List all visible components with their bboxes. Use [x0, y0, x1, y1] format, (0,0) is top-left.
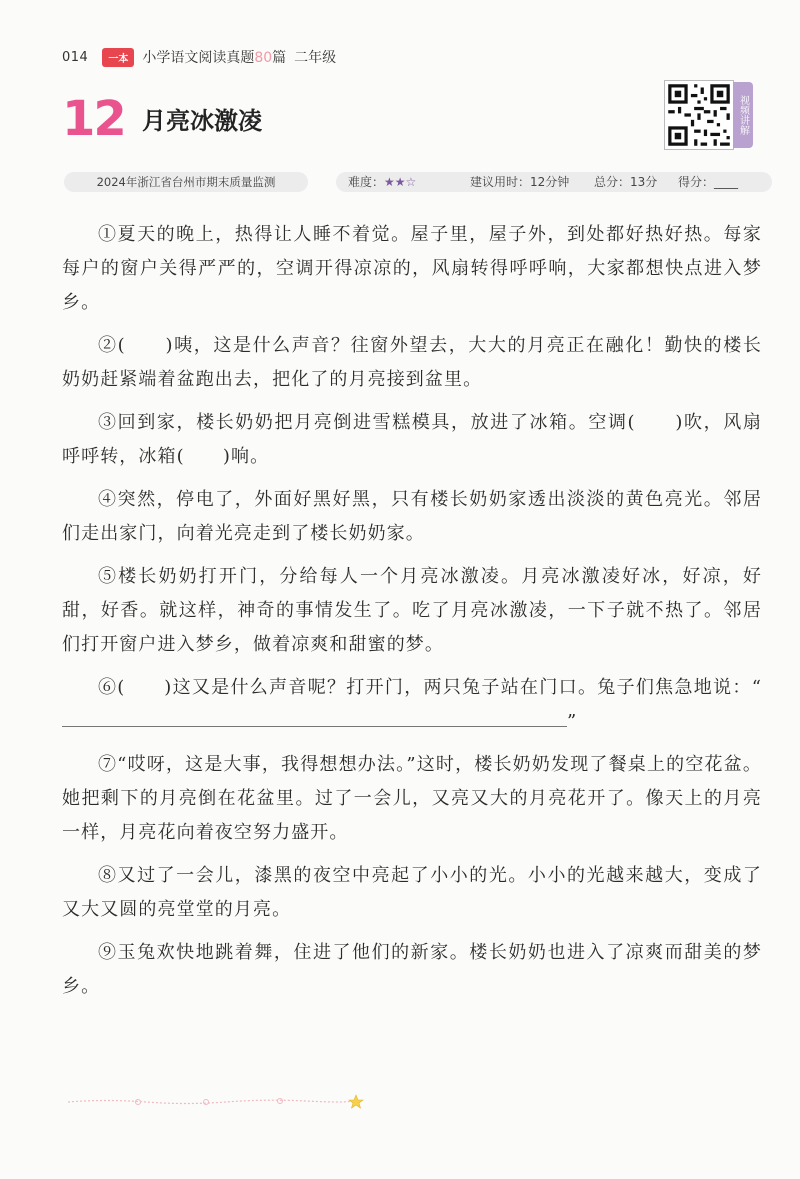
lesson-number: 12: [62, 91, 125, 147]
source-label: 2024年浙江省台州市期末质量监测: [64, 172, 308, 192]
paragraph-5: ⑤楼长奶奶打开门，分给每人一个月亮冰激凌。月亮冰激凌好冰，好凉，好甜，好香。就这样，神奇的事情发生了。吃了月亮冰激凌，一下子就不热了。邻居们打开窗户进入梦乡，做着凉爽和甜蜜的梦。: [62, 566, 762, 655]
difficulty-label: 难度：: [348, 175, 385, 189]
info-bar: [64, 172, 772, 194]
book-title-suffix: 篇: [272, 50, 287, 66]
suggested-time: 建议用时：12分钟: [470, 175, 570, 189]
video-explanation-tag[interactable]: 视频讲解: [733, 82, 753, 148]
difficulty-stars-icon: ★★☆: [384, 175, 417, 189]
book-title-main: 小学语文阅读真题: [142, 50, 255, 66]
paragraph-8: ⑧又过了一会儿，漆黑的夜空中亮起了小小的光。小小的光越来越大，变成了又大又圆的亮堂堂的月亮。: [62, 865, 762, 920]
paragraph-3: ③回到家，楼长奶奶把月亮倒进雪糕模具，放进了冰箱。空调( )吹，风扇呼呼转，冰箱( )响。: [62, 412, 762, 467]
lesson-title: 月亮冰激凌: [142, 106, 262, 135]
grade-label: 二年级: [294, 50, 337, 66]
book-title-accent: 80: [254, 50, 273, 66]
paragraph-6-text: ⑥( )这又是什么声音呢？打开门，两只兔子站在门口。兔子们焦急地说：“: [98, 677, 762, 698]
footer-decoration: [66, 1092, 366, 1110]
answer-blank[interactable]: [62, 708, 567, 727]
difficulty: [348, 172, 416, 192]
paragraph-1: ①夏天的晚上，热得让人睡不着觉。屋子里，屋子外，到处都好热好热。每家每户的窗户关得严严的，空调开得凉凉的，风扇转得呼呼响，大家都想快点进入梦乡。: [62, 224, 762, 313]
article-body: [62, 218, 762, 1004]
brand-badge: 一本: [102, 48, 134, 67]
page-header: [62, 44, 336, 70]
score-field[interactable]: 得分：____: [678, 175, 739, 189]
total-score: 总分：13分: [594, 175, 658, 189]
paragraph-6: [62, 671, 762, 739]
paragraph-9: ⑨玉兔欢快地跳着舞，住进了他们的新家。楼长奶奶也进入了凉爽而甜美的梦乡。: [62, 942, 762, 997]
qr-code-block[interactable]: [664, 80, 752, 154]
paragraph-6-close-quote: ”: [567, 711, 578, 732]
page-number: 014: [62, 49, 89, 65]
qr-code-icon[interactable]: [664, 80, 734, 150]
paragraph-4: ④突然，停电了，外面好黑好黑，只有楼长奶奶家透出淡淡的黄色亮光。邻居们走出家门，向着光亮走到了楼长奶奶家。: [62, 489, 762, 544]
paragraph-7: ⑦“哎呀，这是大事，我得想想办法。”这时，楼长奶奶发现了餐桌上的空花盆。她把剩下的月亮倒在花盆里。过了一会儿，又亮又大的月亮花开了。像天上的月亮一样，月亮花向着夜空努力盛开。: [62, 754, 762, 843]
dotted-line-star-icon: [66, 1092, 366, 1110]
book-title: [142, 47, 286, 67]
paragraph-2: ②( )咦，这是什么声音？往窗外望去，大大的月亮正在融化！勤快的楼长奶奶赶紧端着盆跑出去，把化了的月亮接到盆里。: [62, 335, 762, 390]
